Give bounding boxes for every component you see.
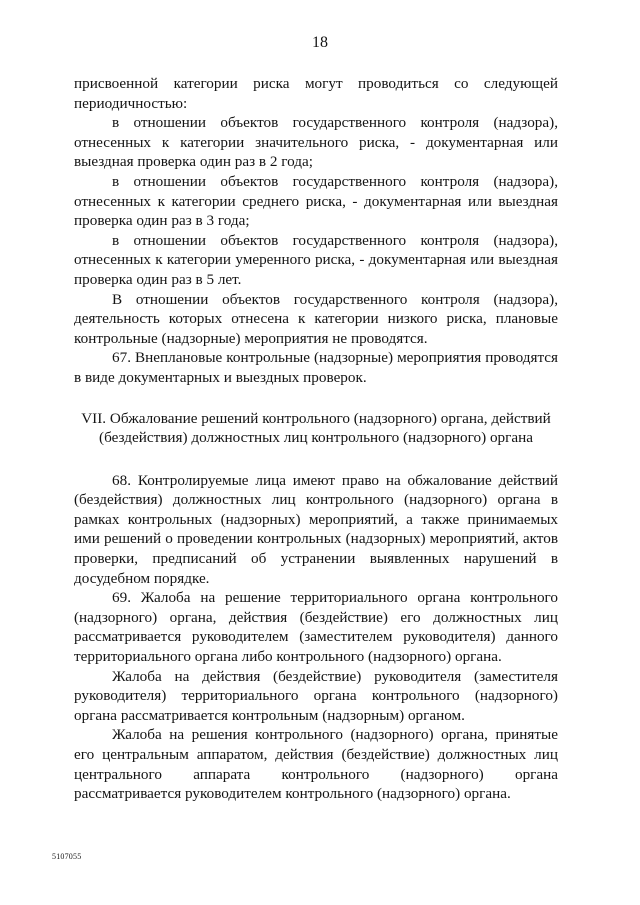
page-number: 18 <box>312 34 328 51</box>
paragraph-medium-risk: в отношении объектов государственного контроля (надзора), отнесенных к категории среднего риска, - документарная или выездная проверка один раз в 3 года; <box>74 172 558 230</box>
paragraph-complaint-central: Жалоба на решения контрольного (надзорного) органа, принятые его центральным аппаратом, действия (бездействие) должностных лиц центрального аппарата контрольного (надзорного) органа рассматривается руководителем контрольного (надзорного) органа. <box>74 726 558 803</box>
paragraph-continuation: присвоенной категории риска могут проводиться со следующей периодичностью: <box>74 75 558 112</box>
document-body <box>74 74 558 804</box>
paragraph-low-risk: В отношении объектов государственного контроля (надзора), деятельность которых отнесена к категории низкого риска, плановые контрольные (надзорные) мероприятия не проводятся. <box>74 290 558 347</box>
paragraph-68: 68. Контролируемые лица имеют право на обжалование действий (бездействия) должностных лиц контрольного (надзорного) органа в рамках контрольных (надзорных) мероприятий, а также принимаемых ими решений о проведении контрольных (надзорных) мероприятий, актов проверки, предписаний об устранении выявленных нарушений в досудебном порядке. <box>74 471 558 587</box>
document-code: 5107055 <box>52 852 82 861</box>
paragraph-complaint-head: Жалоба на действия (бездействие) руководителя (заместителя руководителя) территориального органа контрольного (надзорного) органа рассматривается контрольным (надзорным) органом. <box>74 667 558 724</box>
paragraph-significant-risk: в отношении объектов государственного контроля (надзора), отнесенных к категории значительного риска, - документарная или выездная проверка один раз в 2 года; <box>74 114 558 171</box>
section-heading-line-2: (бездействия) должностных лиц контрольного (надзорного) органа <box>99 429 533 447</box>
section-heading-line-1: VII. Обжалование решений контрольного (надзорного) органа, действий <box>81 409 551 427</box>
paragraph-69: 69. Жалоба на решение территориального органа контрольного (надзорного) органа, действия (бездействие) его должностных лиц рассматривается руководителем (заместителем руководителя) данного территориального органа либо контрольного (надзорного) органа. <box>74 589 558 666</box>
paragraph-moderate-risk: в отношении объектов государственного контроля (надзора), отнесенных к категории умеренного риска, - документарная или выездная проверка один раз в 5 лет. <box>74 231 558 288</box>
section-heading-vii <box>74 409 558 448</box>
paragraph-67: 67. Внеплановые контрольные (надзорные) мероприятия проводятся в виде документарных и выездных проверок. <box>74 349 558 386</box>
